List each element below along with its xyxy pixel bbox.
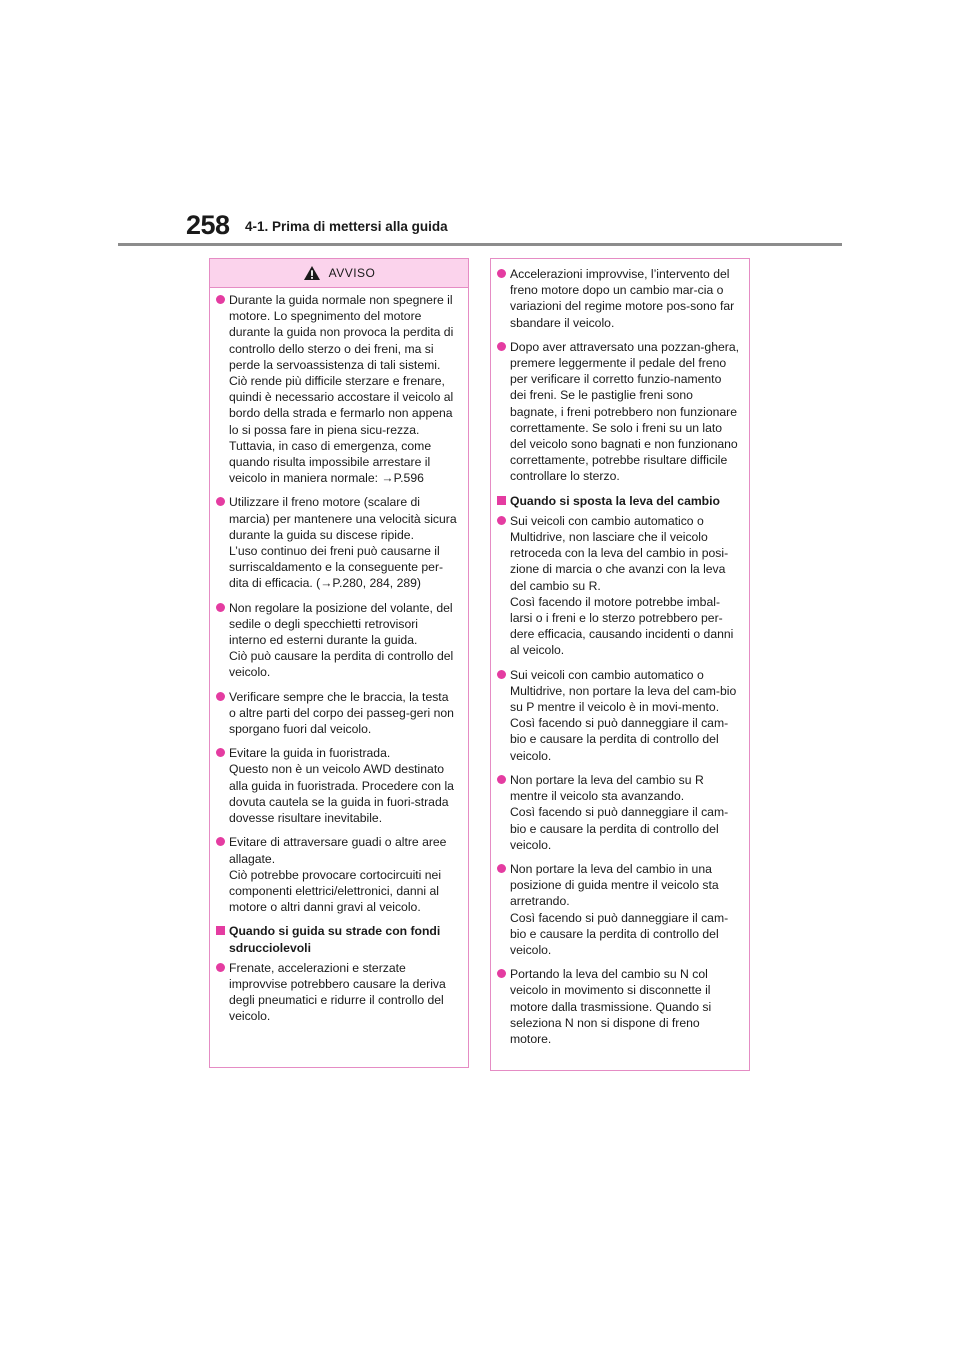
heading-text <box>510 493 720 509</box>
header-rule <box>118 243 842 246</box>
page-number: 258 <box>186 210 230 240</box>
round-bullet-icon <box>497 269 506 278</box>
item-text <box>510 861 739 958</box>
paragraph: Verificare sempre che le braccia, la testa o altre parti del corpo dei passeg-geri non sporgano fuori dal veicolo. <box>229 689 454 737</box>
paragraph: Evitare la guida in fuoristrada. <box>229 746 391 761</box>
paragraph: Sui veicoli con cambio automatico o Multidrive, non portare la leva del cam-bio su P mentre il veicolo è in movi-mento. <box>510 667 737 715</box>
paragraph: Non portare la leva del cambio in una posizione di guida mentre il veicolo sta arretrando. <box>510 861 719 909</box>
item-text <box>229 292 458 486</box>
paragraph: Così facendo si può danneggiare il cam-bio e causare la perdita di controllo del veicolo. <box>510 805 729 852</box>
list-item <box>497 266 739 331</box>
list-item <box>497 513 739 659</box>
round-bullet-icon <box>216 497 225 506</box>
paragraph: Quando si sposta la leva del cambio <box>510 493 720 508</box>
right-content <box>491 262 749 1047</box>
paragraph: Così facendo si può danneggiare il cam-bio e causare la perdita di controllo del veicolo. <box>510 716 729 763</box>
paragraph: Tuttavia, in caso di emergenza, come quando risulta impossibile arrestare il veicolo in maniera normale: →P.596 <box>229 438 432 486</box>
item-text <box>510 266 739 331</box>
list-item <box>216 600 458 681</box>
right-box <box>490 258 750 1071</box>
subsection-heading <box>497 493 739 509</box>
round-bullet-icon <box>497 342 506 351</box>
list-item <box>216 292 458 486</box>
warning-header <box>210 259 468 288</box>
list-item <box>216 834 458 915</box>
list-item <box>497 772 739 853</box>
item-text <box>229 689 458 738</box>
list-item <box>216 745 458 826</box>
paragraph: Durante la guida normale non spegnere il motore. Lo spegnimento del motore durante la guida non provoca la perdita di controllo dello sterzo o dei freni, ma si perde la servoassistenza di tali sistemi. Ciò rende più difficile sterzare e frenare, quindi è necessario accostare il veicolo al bordo della strada e fermarlo non appena lo si possa fare in piena sicu-rezza. <box>229 293 454 437</box>
square-bullet-icon <box>216 926 225 935</box>
round-bullet-icon <box>216 963 225 972</box>
list-item <box>216 960 458 1025</box>
paragraph: Così facendo si può danneggiare il cam-bio e causare la perdita di controllo del veicolo. <box>510 910 729 957</box>
paragraph: Sui veicoli con cambio automatico o Multidrive, non lasciare che il veicolo retroceda con la leva del cambio in posi-zione di marcia o che avanzi con la leva del cambio su R. <box>510 513 729 593</box>
list-item <box>216 494 458 591</box>
round-bullet-icon <box>216 603 225 612</box>
heading-text <box>229 923 458 955</box>
list-item <box>497 966 739 1047</box>
warning-box <box>209 258 469 1068</box>
warning-title: AVVISO <box>328 266 376 280</box>
list-item <box>497 339 739 485</box>
item-text <box>229 600 458 681</box>
item-text <box>510 966 739 1047</box>
item-text <box>510 667 739 764</box>
left-content <box>210 288 468 1025</box>
subsection-heading <box>216 923 458 955</box>
paragraph: Portando la leva del cambio su N col veicolo in movimento si disconnette il motore dalla trasmissione. Quando si seleziona N non si dispone di freno motore. <box>510 967 712 1046</box>
paragraph: Non regolare la posizione del volante, del sedile o degli specchietti retrovisori interno ed esterni durante la guida. <box>229 600 453 648</box>
paragraph: Dopo aver attraversato una pozzan-ghera, premere leggermente il pedale del freno per verificare il corretto funzio-namento dei freni. Se le pastiglie freni sono bagnate, i freni potrebbero non funzionare correttamente. Se solo i freni su un lato del veicolo sono bagnati e non funzionano correttamente, potrebbe risultare difficile controllare lo sterzo. <box>510 339 739 484</box>
paragraph: Questo non è un veicolo AWD destinato alla guida in fuoristrada. Procedere con la dovuta cautela se la guida in fuori-strada dovesse risultare inevitabile. <box>229 762 454 826</box>
item-text <box>229 494 458 591</box>
round-bullet-icon <box>497 670 506 679</box>
paragraph: Evitare di attraversare guadi o altre aree allagate. <box>229 835 447 866</box>
paragraph: Ciò può causare la perdita di controllo del veicolo. <box>229 649 454 680</box>
section-title: 4-1. Prima di mettersi alla guida <box>245 219 448 234</box>
round-bullet-icon <box>497 775 506 784</box>
square-bullet-icon <box>497 496 506 505</box>
item-text <box>229 745 458 826</box>
paragraph: Quando si guida su strade con fondi sdrucciolevoli <box>229 924 441 955</box>
item-text <box>510 339 739 485</box>
round-bullet-icon <box>497 864 506 873</box>
item-text <box>229 834 458 915</box>
round-bullet-icon <box>216 837 225 846</box>
round-bullet-icon <box>216 748 225 757</box>
list-item <box>497 667 739 764</box>
list-item <box>216 689 458 738</box>
round-bullet-icon <box>216 295 225 304</box>
item-text <box>510 513 739 659</box>
round-bullet-icon <box>497 516 506 525</box>
paragraph: Ciò potrebbe provocare cortocircuiti nei componenti elettrici/elettronici, danni al motore o altri danni gravi al veicolo. <box>229 867 442 915</box>
round-bullet-icon <box>497 969 506 978</box>
paragraph: L’uso continuo dei freni può causarne il surriscaldamento e la conseguente per-dita di efficacia. (→P.280, 284, 289) <box>229 544 444 591</box>
item-text <box>229 960 458 1025</box>
paragraph: Utilizzare il freno motore (scalare di marcia) per mantenere una velocità sicura durante la guida su discese ripide. <box>229 495 457 542</box>
warning-triangle-icon <box>303 265 321 281</box>
paragraph: Così facendo il motore potrebbe imbal-larsi o i freni e lo sterzo potrebbero per-dere efficacia, causando incidenti o danni al veicolo. <box>510 594 734 658</box>
paragraph: Non portare la leva del cambio su R mentre il veicolo sta avanzando. <box>510 772 704 804</box>
list-item <box>497 861 739 958</box>
round-bullet-icon <box>216 692 225 701</box>
paragraph: Accelerazioni improvvise, l’intervento del freno motore dopo un cambio mar-cia o variazioni del regime motore pos-sono far sbandare il veicolo. <box>510 267 735 330</box>
paragraph: Frenate, accelerazioni e sterzate improvvise potrebbero causare la deriva degli pneumatici e ridurre il controllo del veicolo. <box>229 960 446 1024</box>
item-text <box>510 772 739 853</box>
